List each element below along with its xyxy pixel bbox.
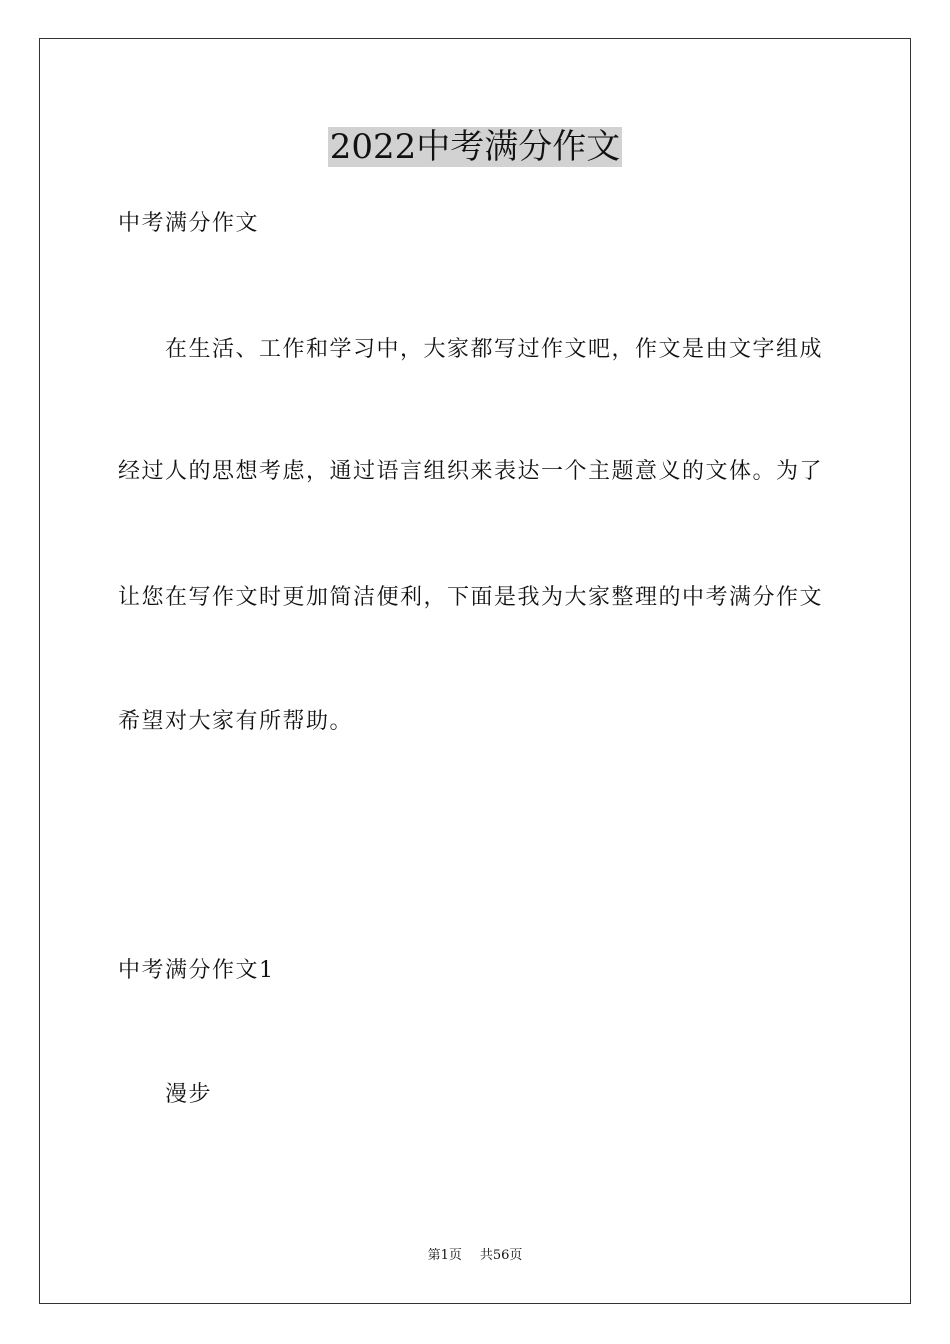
intro-line-2: 经过人的思想考虑，通过语言组织来表达一个主题意义的文体。为了 bbox=[118, 459, 824, 484]
section-heading: 中考满分作文1 bbox=[118, 958, 275, 983]
document-title-text: 2022中考满分作文 bbox=[329, 127, 621, 167]
page-number: 第1页 bbox=[427, 1248, 462, 1263]
page-footer bbox=[0, 1247, 950, 1265]
essay-title: 漫步 bbox=[165, 1082, 213, 1107]
document-title bbox=[0, 126, 950, 168]
intro-line-4: 希望对大家有所帮助。 bbox=[118, 709, 354, 734]
intro-line-1: 在生活、工作和学习中，大家都写过作文吧，作文是由文字组成 bbox=[165, 337, 824, 362]
page-total: 共56页 bbox=[479, 1248, 523, 1263]
intro-line-3: 让您在写作文时更加简洁便利，下面是我为大家整理的中考满分作文 bbox=[118, 585, 824, 610]
document-heading: 中考满分作文 bbox=[118, 211, 260, 236]
